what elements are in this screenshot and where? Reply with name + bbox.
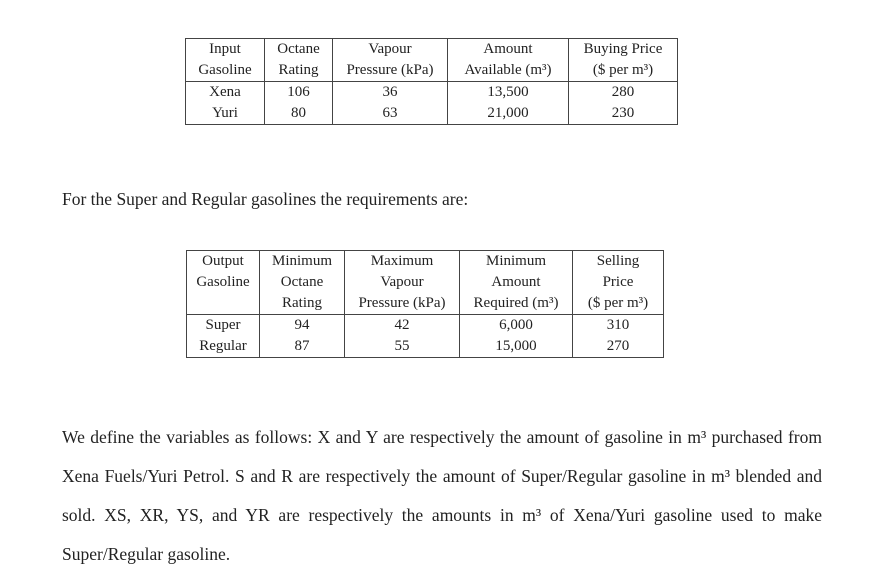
table-cell: 270 bbox=[573, 336, 664, 358]
table-cell: 55 bbox=[345, 336, 460, 358]
header-cell: Vapour bbox=[333, 39, 448, 61]
table-row bbox=[187, 336, 664, 358]
header-cell: ($ per m³) bbox=[569, 60, 678, 82]
header-cell: Amount bbox=[448, 39, 569, 61]
header-cell: Rating bbox=[260, 293, 345, 315]
table-header-row bbox=[187, 272, 664, 293]
header-cell: Octane bbox=[260, 272, 345, 293]
table-row bbox=[186, 103, 678, 125]
table-cell: 87 bbox=[260, 336, 345, 358]
header-cell: Minimum bbox=[460, 251, 573, 273]
header-cell: Gasoline bbox=[196, 274, 250, 290]
header-cell: ($ per m³) bbox=[573, 293, 664, 315]
header-cell: Required (m³) bbox=[460, 293, 573, 315]
output-gasoline-table bbox=[186, 250, 664, 358]
table-cell: 106 bbox=[265, 82, 333, 104]
header-cell: Input bbox=[209, 41, 241, 57]
header-cell: Available (m³) bbox=[448, 60, 569, 82]
table-cell: Xena bbox=[186, 82, 265, 104]
header-cell: Amount bbox=[460, 272, 573, 293]
variable-definitions: We define the variables as follows: X and Y are respectively the amount of gasoline in m³ purchased from Xena Fuels/Yuri Petrol. S and R are respectively the amount of Super/Regular gasoline in m³ blended and sold. XS, XR, YS, and YR are respectively the amounts in m³ of Xena/Yuri gasoline used to make Super/Regular gasoline. bbox=[62, 427, 822, 564]
header-cell: Selling bbox=[573, 251, 664, 273]
table-cell: 94 bbox=[260, 315, 345, 337]
table-cell: 80 bbox=[265, 103, 333, 125]
table-cell: 15,000 bbox=[460, 336, 573, 358]
table-cell: 36 bbox=[333, 82, 448, 104]
table-row bbox=[186, 82, 678, 104]
header-cell: Maximum bbox=[345, 251, 460, 273]
table-header-row bbox=[187, 251, 664, 273]
header-cell: Price bbox=[573, 272, 664, 293]
header-cell: Vapour bbox=[345, 272, 460, 293]
table-header-row bbox=[186, 39, 678, 61]
header-cell bbox=[187, 293, 260, 315]
table-cell: 63 bbox=[333, 103, 448, 125]
table-cell: Super bbox=[187, 315, 260, 337]
table-row bbox=[187, 315, 664, 337]
header-cell: Buying Price bbox=[569, 39, 678, 61]
header-cell: Pressure (kPa) bbox=[345, 293, 460, 315]
header-cell: Minimum bbox=[260, 251, 345, 273]
table-cell: Yuri bbox=[212, 105, 238, 121]
table-cell: 13,500 bbox=[448, 82, 569, 104]
header-cell: Gasoline bbox=[198, 62, 252, 78]
table-cell: 310 bbox=[573, 315, 664, 337]
requirements-intro: For the Super and Regular gasolines the requirements are: bbox=[62, 189, 469, 209]
table-header-row bbox=[187, 293, 664, 315]
table-cell: 230 bbox=[569, 103, 678, 125]
table-cell: 21,000 bbox=[448, 103, 569, 125]
header-cell: Output bbox=[202, 253, 244, 269]
table-header-row bbox=[186, 60, 678, 82]
input-gasoline-table bbox=[185, 38, 678, 125]
header-cell: Octane bbox=[265, 39, 333, 61]
table-cell: Regular bbox=[199, 338, 247, 354]
table-cell: 6,000 bbox=[460, 315, 573, 337]
header-cell: Pressure (kPa) bbox=[333, 60, 448, 82]
table-cell: 42 bbox=[345, 315, 460, 337]
table-cell: 280 bbox=[569, 82, 678, 104]
header-cell: Rating bbox=[265, 60, 333, 82]
